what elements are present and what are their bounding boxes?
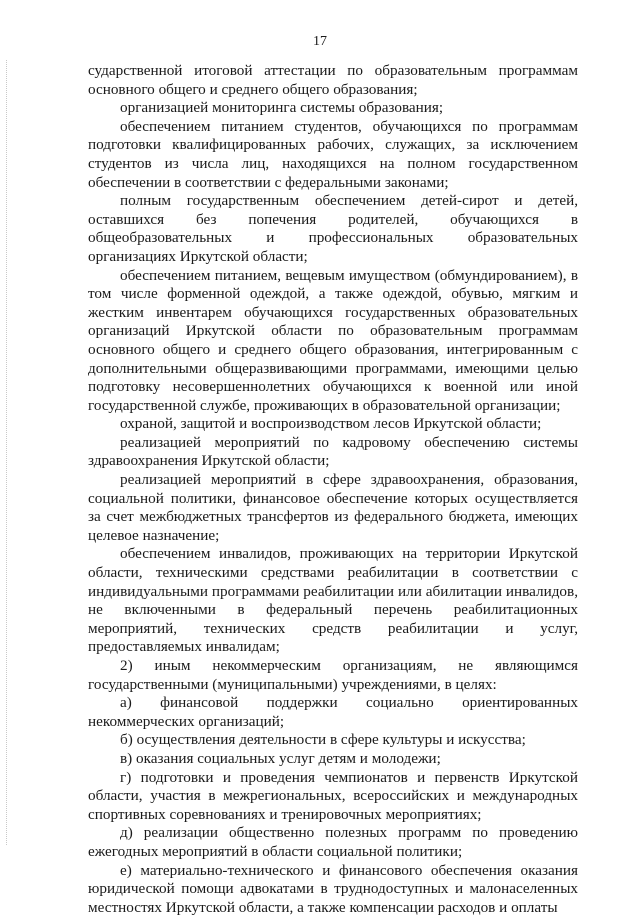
list-item-v: в) оказания социальных услуг детям и молодежи; xyxy=(120,749,441,767)
paragraph: полным государственным обеспечением детей-сирот и детей, оставшихся без попечения родителей, обучающихся в общеобразовательных и профессиональных образовательных организациях Иркутской области; xyxy=(88,192,578,265)
paragraph: обеспечением питанием, вещевым имуществом (обмундированием), в том числе форменной одеждой, а также одеждой, обувью, мягким и жестким инвентарем обучающихся государственных образовательных организаций Иркутской области по образовательным программам основного общего и среднего общего образования, интегрированным с дополнительными общеразвивающими программами, имеющими целью подготовку несовершеннолетних обучающихся к военной или иной государственной службе, проживающих в образовательной организации; xyxy=(88,266,578,414)
paragraph: организацией мониторинга системы образования; xyxy=(120,99,444,117)
list-item-a: а) финансовой поддержки социально ориентированных некоммерческих организаций; xyxy=(88,694,578,730)
list-item-b: б) осуществления деятельности в сфере культуры и искусства; xyxy=(120,731,526,749)
paragraph: реализацией мероприятий в сфере здравоохранения, образования, социальной политики, финансовое обеспечение которых осуществляется за счет межбюджетных трансфертов из федерального бюджета, имеющих целевое назначение; xyxy=(88,471,578,544)
paragraph: реализацией мероприятий по кадровому обеспечению системы здравоохранения Иркутской области; xyxy=(88,433,578,470)
paragraph-continued: сударственной итоговой аттестации по образовательным программам основного общего и среднего общего образования; xyxy=(88,62,578,98)
list-item-2: 2) иным некоммерческим организациям, не являющимся государственными (муниципальными) учреждениями, в целях: xyxy=(88,657,578,693)
document-body xyxy=(88,62,578,917)
list-item-g: г) подготовки и проведения чемпионатов и первенств Иркутской области, участия в межрегиональных, всероссийских и международных спортивных соревнованиях и тренировочных мероприятиях; xyxy=(88,768,578,823)
page-number: 17 xyxy=(313,34,327,49)
list-item-d: д) реализации общественно полезных программ по проведению ежегодных мероприятий в области социальной политики; xyxy=(88,824,578,860)
paragraph: обеспечением инвалидов, проживающих на территории Иркутской области, техническими средствами реабилитации в соответствии с индивидуальными программами реабилитации или абилитации инвалидов, не включенными в федеральный перечень реабилитационных мероприятий, технических средств реабилитации и услуг, предоставляемых инвалидам; xyxy=(88,545,578,656)
paragraph: охраной, защитой и воспроизводством лесов Иркутской области; xyxy=(120,415,542,433)
page-binding-edge xyxy=(6,60,7,845)
list-item-e: е) материально-технического и финансового обеспечения оказания юридической помощи адвокатами в труднодоступных и малонаселенных местностях Иркутской области, а также компенсации расходов и оплаты xyxy=(88,861,578,916)
paragraph: обеспечением питанием студентов, обучающихся по программам подготовки квалифицированных рабочих, служащих, за исключением студентов из числа лиц, находящихся на полном государственном обеспечении в соответствии с федеральными законами; xyxy=(88,117,578,191)
